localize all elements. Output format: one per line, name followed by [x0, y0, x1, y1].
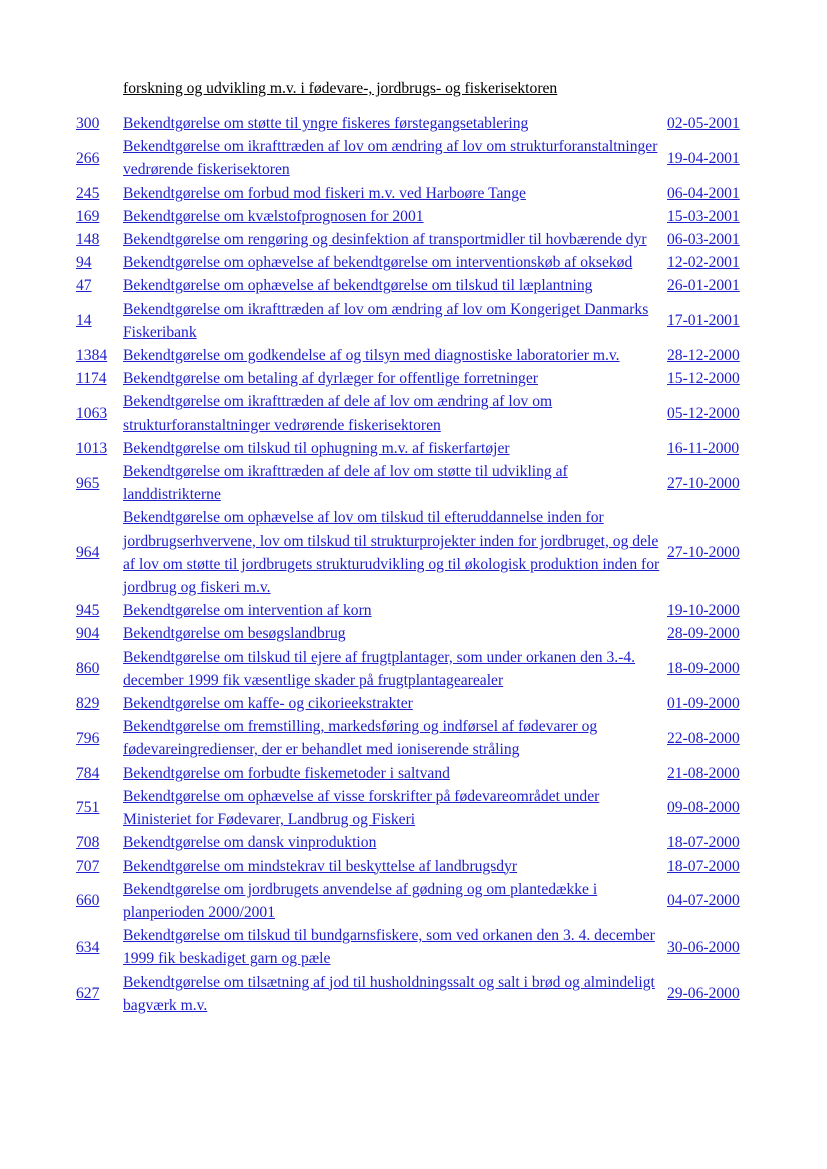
regulation-number-link[interactable]: 94 [76, 254, 92, 272]
regulation-date-link[interactable]: 27-10-2000 [667, 474, 740, 492]
regulation-list [76, 112, 748, 1017]
table-row [76, 622, 748, 645]
date-cell [667, 924, 748, 970]
date-cell [667, 437, 748, 460]
regulation-number-link[interactable]: 627 [76, 985, 100, 1003]
date-cell [667, 971, 748, 1017]
regulation-title-link[interactable]: Bekendtgørelse om godkendelse af og tilsyn med diagnostiske laboratorier m.v. [123, 347, 620, 365]
regulation-number-link[interactable]: 266 [76, 149, 100, 167]
regulation-title-link[interactable]: Bekendtgørelse om ikrafttræden af lov om ændring af lov om strukturforanstaltninger vedrørende fiskerisektoren [123, 138, 658, 179]
regulation-date-link[interactable]: 15-12-2000 [667, 370, 740, 388]
regulation-number-link[interactable]: 751 [76, 799, 100, 817]
table-row [76, 112, 748, 135]
title-cell [123, 878, 667, 924]
regulation-title-link[interactable]: Bekendtgørelse om ikrafttræden af lov om ændring af lov om Kongeriget Danmarks Fiskeribank [123, 300, 649, 341]
date-cell [667, 692, 748, 715]
table-row [76, 228, 748, 251]
regulation-number-link[interactable]: 860 [76, 660, 100, 678]
date-cell [667, 112, 748, 135]
regulation-title-link[interactable]: Bekendtgørelse om betaling af dyrlæger for offentlige forretninger [123, 370, 538, 388]
regulation-date-link[interactable]: 02-05-2001 [667, 115, 740, 132]
number-cell [76, 924, 123, 970]
regulation-date-link[interactable]: 18-09-2000 [667, 660, 740, 678]
table-row [76, 437, 748, 460]
number-cell [76, 762, 123, 785]
regulation-number-link[interactable]: 904 [76, 625, 100, 643]
date-cell [667, 460, 748, 506]
regulation-date-link[interactable]: 27-10-2000 [667, 544, 740, 562]
regulation-number-link[interactable]: 964 [76, 544, 100, 562]
regulation-number-link[interactable]: 660 [76, 892, 100, 910]
regulation-number-link[interactable]: 14 [76, 312, 92, 330]
date-cell [667, 182, 748, 205]
regulation-title-link[interactable]: Bekendtgørelse om tilskud til bundgarnsfiskere, som ved orkanen den 3. 4. december 1999 fik beskadiget garn og pæle [123, 927, 655, 968]
regulation-number-link[interactable]: 784 [76, 764, 100, 782]
title-cell [123, 390, 667, 436]
regulation-number-link[interactable]: 245 [76, 184, 100, 202]
table-row [76, 715, 748, 761]
number-cell [76, 785, 123, 831]
number-cell [76, 878, 123, 924]
regulation-date-link[interactable]: 04-07-2000 [667, 892, 740, 910]
regulation-date-link[interactable]: 28-12-2000 [667, 347, 740, 365]
regulation-title-link[interactable]: Bekendtgørelse om tilskud til ophugning m.v. af fiskerfartøjer [123, 439, 510, 457]
regulation-title-link[interactable]: Bekendtgørelse om dansk vinproduktion [123, 834, 377, 852]
title-cell [123, 971, 667, 1017]
regulation-title-link[interactable]: Bekendtgørelse om ophævelse af lov om tilskud til efteruddannelse inden for jordbrugserhvervene, lov om tilskud til strukturprojekter inden for jordbruget, og dele af lov om støtte til jordbrugets strukturudvikling og til økologisk produktion inden for jordbrug og fiskeri m.v. [123, 509, 660, 597]
intro-text: forskning og udvikling m.v. i fødevare-, jordbrugs- og fiskerisektoren [123, 80, 558, 97]
table-row [76, 971, 748, 1017]
title-cell [123, 924, 667, 970]
title-cell [123, 437, 667, 460]
regulation-title-link[interactable]: Bekendtgørelse om ikrafttræden af dele af lov om støtte til udvikling af landdistrikterne [123, 463, 568, 504]
regulation-number-link[interactable]: 1013 [76, 439, 108, 457]
regulation-title-link[interactable]: Bekendtgørelse om rengøring og desinfektion af transportmidler til hovbærende dyr [123, 231, 647, 249]
regulation-date-link[interactable]: 19-04-2001 [667, 149, 740, 167]
date-cell [667, 599, 748, 622]
number-cell [76, 205, 123, 228]
title-cell [123, 831, 667, 854]
table-row [76, 878, 748, 924]
number-cell [76, 251, 123, 274]
regulation-title-link[interactable]: Bekendtgørelse om fremstilling, markedsføring og indførsel af fødevarer og fødevareingredienser, der er behandlet med ioniserende stråling [123, 718, 598, 759]
table-row [76, 182, 748, 205]
title-cell [123, 205, 667, 228]
regulation-title-link[interactable]: Bekendtgørelse om besøgslandbrug [123, 625, 346, 643]
date-cell [667, 390, 748, 436]
regulation-title-link[interactable]: Bekendtgørelse om tilskud til ejere af frugtplantager, som under orkanen den 3.-4. december 1999 fik væsentlige skader på frugtplantagearealer [123, 648, 636, 689]
title-cell [123, 855, 667, 878]
title-cell [123, 646, 667, 692]
title-cell [123, 367, 667, 390]
regulation-title-link[interactable]: Bekendtgørelse om jordbrugets anvendelse af gødning og om plantedække i planperioden 2000/2001 [123, 880, 598, 921]
title-cell [123, 715, 667, 761]
regulation-date-link[interactable]: 09-08-2000 [667, 799, 740, 817]
regulation-number-link[interactable]: 1384 [76, 347, 108, 365]
regulation-title-link[interactable]: Bekendtgørelse om kaffe- og cikorieekstrakter [123, 695, 413, 713]
regulation-date-link[interactable]: 01-09-2000 [667, 695, 740, 713]
regulation-date-link[interactable]: 12-02-2001 [667, 254, 740, 272]
title-cell [123, 762, 667, 785]
date-cell [667, 646, 748, 692]
regulation-number-link[interactable]: 945 [76, 602, 100, 620]
regulation-title-link[interactable]: Bekendtgørelse om kvælstofprognosen for 2001 [123, 207, 424, 225]
number-cell [76, 622, 123, 645]
regulation-number-link[interactable]: 148 [76, 231, 100, 249]
table-row [76, 831, 748, 854]
regulation-title-link[interactable]: Bekendtgørelse om ophævelse af visse forskrifter på fødevareområdet under Ministeriet for Fødevarer, Landbrug og Fiskeri [123, 787, 600, 829]
regulation-date-link[interactable]: 26-01-2001 [667, 277, 740, 295]
regulation-number-link[interactable]: 1174 [76, 370, 107, 388]
number-cell [76, 298, 123, 344]
title-cell [123, 506, 667, 599]
table-row [76, 135, 748, 181]
number-cell [76, 367, 123, 390]
table-row [76, 646, 748, 692]
number-cell [76, 692, 123, 715]
table-row [76, 390, 748, 436]
title-cell [123, 460, 667, 506]
number-cell [76, 437, 123, 460]
number-cell [76, 599, 123, 622]
date-cell [667, 785, 748, 831]
table-row [76, 460, 748, 506]
date-cell [667, 762, 748, 785]
table-row [76, 298, 748, 344]
table-row [76, 599, 748, 622]
regulation-number-link[interactable]: 169 [76, 207, 100, 225]
regulation-title-link[interactable]: Bekendtgørelse om forbudte fiskemetoder i saltvand [123, 764, 450, 782]
number-cell [76, 646, 123, 692]
number-cell [76, 182, 123, 205]
regulation-date-link[interactable]: 19-10-2000 [667, 602, 740, 620]
number-cell [76, 971, 123, 1017]
regulation-date-link[interactable]: 28-09-2000 [667, 625, 740, 643]
regulation-date-link[interactable]: 06-04-2001 [667, 184, 740, 202]
number-cell [76, 390, 123, 436]
number-cell [76, 112, 123, 135]
regulation-number-link[interactable]: 47 [76, 277, 92, 295]
regulation-date-link[interactable]: 22-08-2000 [667, 729, 740, 747]
date-cell [667, 506, 748, 599]
regulation-date-link[interactable]: 17-01-2001 [667, 312, 740, 330]
regulation-list-body [76, 112, 748, 1017]
date-cell [667, 367, 748, 390]
number-cell [76, 228, 123, 251]
table-row [76, 924, 748, 970]
regulation-date-link[interactable]: 18-07-2000 [667, 857, 740, 875]
regulation-number-link[interactable]: 829 [76, 695, 100, 713]
number-cell [76, 715, 123, 761]
regulation-number-link[interactable]: 1063 [76, 405, 108, 423]
regulation-date-link[interactable]: 16-11-2000 [667, 439, 740, 457]
regulation-date-link[interactable]: 06-03-2001 [667, 231, 740, 249]
regulation-number-link[interactable]: 796 [76, 729, 100, 747]
number-cell [76, 831, 123, 854]
number-cell [76, 135, 123, 181]
date-cell [667, 878, 748, 924]
regulation-title-link[interactable]: Bekendtgørelse om forbud mod fiskeri m.v. ved Harboøre Tange [123, 184, 526, 202]
table-row [76, 692, 748, 715]
date-cell [667, 251, 748, 274]
regulation-title-link[interactable]: Bekendtgørelse om mindstekrav til beskyttelse af landbrugsdyr [123, 857, 518, 875]
regulation-title-link[interactable]: Bekendtgørelse om ikrafttræden af dele af lov om ændring af lov om strukturforanstaltninger vedrørende fiskerisektoren [123, 393, 553, 434]
regulation-title-link[interactable]: Bekendtgørelse om tilsætning af jod til husholdningssalt og salt i brød og almindeligt bagværk m.v. [123, 973, 655, 1014]
date-cell [667, 622, 748, 645]
regulation-title-link[interactable]: Bekendtgørelse om ophævelse af bekendtgørelse om tilskud til læplantning [123, 277, 593, 295]
regulation-number-link[interactable]: 965 [76, 474, 100, 492]
table-row [76, 251, 748, 274]
table-row [76, 855, 748, 878]
regulation-number-link[interactable]: 707 [76, 857, 100, 875]
date-cell [667, 344, 748, 367]
date-cell [667, 298, 748, 344]
table-row [76, 367, 748, 390]
regulation-date-link[interactable]: 15-03-2001 [667, 207, 740, 225]
title-cell [123, 785, 667, 831]
title-cell [123, 344, 667, 367]
number-cell [76, 506, 123, 599]
regulation-date-link[interactable]: 18-07-2000 [667, 834, 740, 852]
date-cell [667, 135, 748, 181]
regulation-date-link[interactable]: 29-06-2000 [667, 985, 740, 1003]
title-cell [123, 274, 667, 297]
regulation-date-link[interactable]: 21-08-2000 [667, 764, 740, 782]
number-cell [76, 460, 123, 506]
title-cell [123, 692, 667, 715]
title-cell [123, 112, 667, 135]
title-cell [123, 135, 667, 181]
title-cell [123, 599, 667, 622]
regulation-date-link[interactable]: 05-12-2000 [667, 405, 740, 423]
title-cell [123, 251, 667, 274]
date-cell [667, 274, 748, 297]
table-row [76, 785, 748, 831]
date-cell [667, 831, 748, 854]
regulation-title-link[interactable]: Bekendtgørelse om støtte til yngre fiskeres førstegangsetablering [123, 115, 529, 132]
table-row [76, 344, 748, 367]
table-row [76, 205, 748, 228]
title-cell [123, 622, 667, 645]
regulation-title-link[interactable]: Bekendtgørelse om intervention af korn [123, 602, 372, 620]
date-cell [667, 205, 748, 228]
date-cell [667, 715, 748, 761]
regulation-title-link[interactable]: Bekendtgørelse om ophævelse af bekendtgørelse om interventionskøb af oksekød [123, 254, 633, 272]
regulation-number-link[interactable]: 708 [76, 834, 100, 852]
regulation-date-link[interactable]: 30-06-2000 [667, 938, 740, 956]
table-row [76, 762, 748, 785]
number-cell [76, 855, 123, 878]
number-cell [76, 344, 123, 367]
table-row [76, 274, 748, 297]
title-cell [123, 228, 667, 251]
title-cell [123, 298, 667, 344]
title-cell [123, 182, 667, 205]
regulation-number-link[interactable]: 300 [76, 115, 100, 132]
date-cell [667, 855, 748, 878]
table-row [76, 506, 748, 599]
number-cell [76, 274, 123, 297]
date-cell [667, 228, 748, 251]
regulation-number-link[interactable]: 634 [76, 938, 100, 956]
